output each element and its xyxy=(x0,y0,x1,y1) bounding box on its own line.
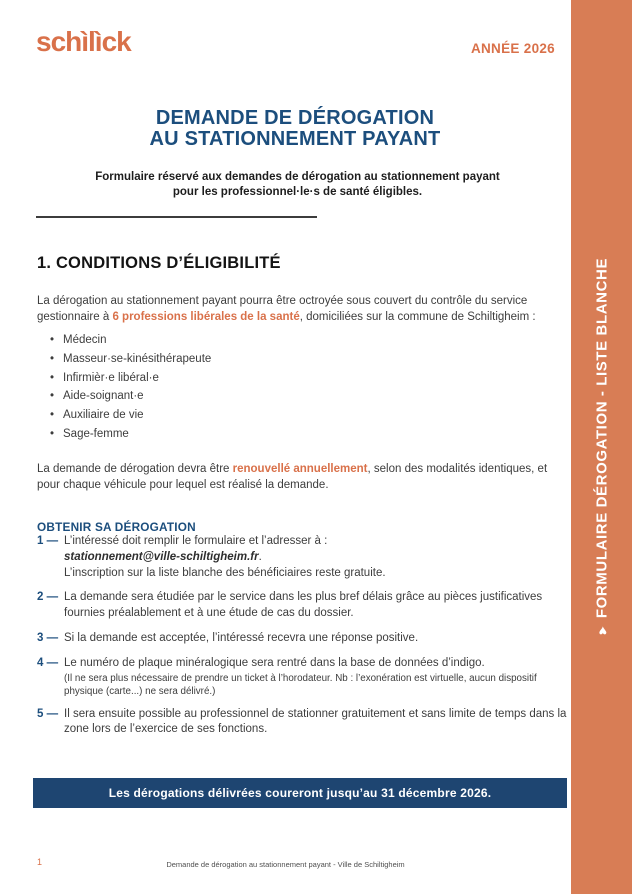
year-badge: ANNÉE 2026 xyxy=(470,41,555,56)
list-item: • Sage-femme xyxy=(50,425,211,444)
list-item: • Aide-soignant·e xyxy=(50,387,211,406)
eligibility-text-before: La dérogation au stationnement payant pourra être octroyée sous couvert du contrôle du service gestionnaire à xyxy=(37,294,528,323)
step-number: 4 — xyxy=(37,656,59,669)
page-title xyxy=(20,108,570,150)
steps-list xyxy=(37,534,567,747)
step-number: 5 — xyxy=(37,707,59,720)
step-1-text: L’intéressé doit remplir le formulaire et l’adresser à : xyxy=(64,535,328,547)
side-tab xyxy=(571,0,632,894)
heart-icon: ♥ xyxy=(597,623,606,640)
step-5 xyxy=(37,707,567,739)
eligibility-paragraph xyxy=(37,293,564,326)
step-number: 1 — xyxy=(37,535,59,547)
step-4-text: Le numéro de plaque minéralogique sera rentré dans la base de données d’indigo. xyxy=(64,656,485,669)
renewal-text-before: La demande de dérogation devra être xyxy=(37,462,233,475)
step-number: 3 — xyxy=(37,631,59,644)
renewal-text-after: , selon des modalités identiques, et pour chaque véhicule pour lequel est réalisé la demande. xyxy=(37,462,548,491)
footer-text: Demande de dérogation au stationnement payant - Ville de Schiltigheim xyxy=(166,860,405,869)
list-item: • Auxiliaire de vie xyxy=(50,406,211,425)
obtain-heading: OBTENIR SA DÉROGATION xyxy=(37,519,196,534)
side-tab-text: FORMULAIRE DÉROGATION - LISTE BLANCHE xyxy=(593,257,610,619)
step-body: La demande sera étudiée par le service dans les plus bref délais grâce au pièces justificatives fournies préalablement et à une étude de cas du dossier. xyxy=(64,591,543,620)
list-item: • Infirmièr·e libéral·e xyxy=(50,369,211,388)
email-suffix: . xyxy=(258,550,262,563)
section1-heading: 1. CONDITIONS D’ÉLIGIBILITÉ xyxy=(37,253,281,272)
step-body xyxy=(64,656,567,698)
step-body xyxy=(64,534,567,581)
divider-line xyxy=(36,216,317,218)
schilick-logo: schìlìck xyxy=(36,26,131,57)
professions-list xyxy=(50,331,211,444)
step-number: 2 — xyxy=(37,591,59,604)
page-subtitle-line2: pour les professionnel·le·s de santé éligibles. xyxy=(172,186,423,198)
page-subtitle-line1: Formulaire réservé aux demandes de dérogation au stationnement payant xyxy=(95,170,500,183)
page-title-line2: AU STATIONNEMENT PAYANT xyxy=(149,128,441,151)
validity-banner: Les dérogations délivrées coureront jusqu’au 31 décembre 2026. xyxy=(33,778,567,808)
page-number: 1 xyxy=(37,857,43,867)
step-body: Il sera ensuite possible au professionnel de stationner gratuitement et sans limite de temps dans la zone lors de l’exercice de ses fonctions. xyxy=(64,707,567,736)
page-title-line1: DEMANDE DE DÉROGATION xyxy=(155,107,435,130)
email-link[interactable]: stationnement@ville-schiltigheim.fr xyxy=(64,550,259,563)
eligibility-highlight: 6 professions libérales de la santé xyxy=(112,311,300,323)
renewal-paragraph xyxy=(37,461,564,494)
step-2 xyxy=(37,590,567,622)
renewal-highlight: renouvellé annuellement xyxy=(232,462,368,475)
list-item: • Médecin xyxy=(50,331,211,350)
step-1-line2: L’inscription sur la liste blanche des bénéficiaires reste gratuite. xyxy=(64,566,386,579)
step-4 xyxy=(37,656,567,698)
step-4-note: (Il ne sera plus nécessaire de prendre un ticket à l’horodateur. Nb : l’exonération est virtuelle, aucun dispositif physique (carte...) ne sera délivré.) xyxy=(64,672,537,697)
step-1 xyxy=(37,534,567,581)
step-3 xyxy=(37,631,567,647)
list-item: • Masseur·se-kinésithérapeute xyxy=(50,350,211,369)
side-tab-label xyxy=(593,257,610,640)
eligibility-text-after: , domiciliées sur la commune de Schiltigheim : xyxy=(299,311,536,323)
page-subtitle xyxy=(25,170,570,201)
step-body: Si la demande est acceptée, l’intéressé recevra une réponse positive. xyxy=(64,631,419,644)
